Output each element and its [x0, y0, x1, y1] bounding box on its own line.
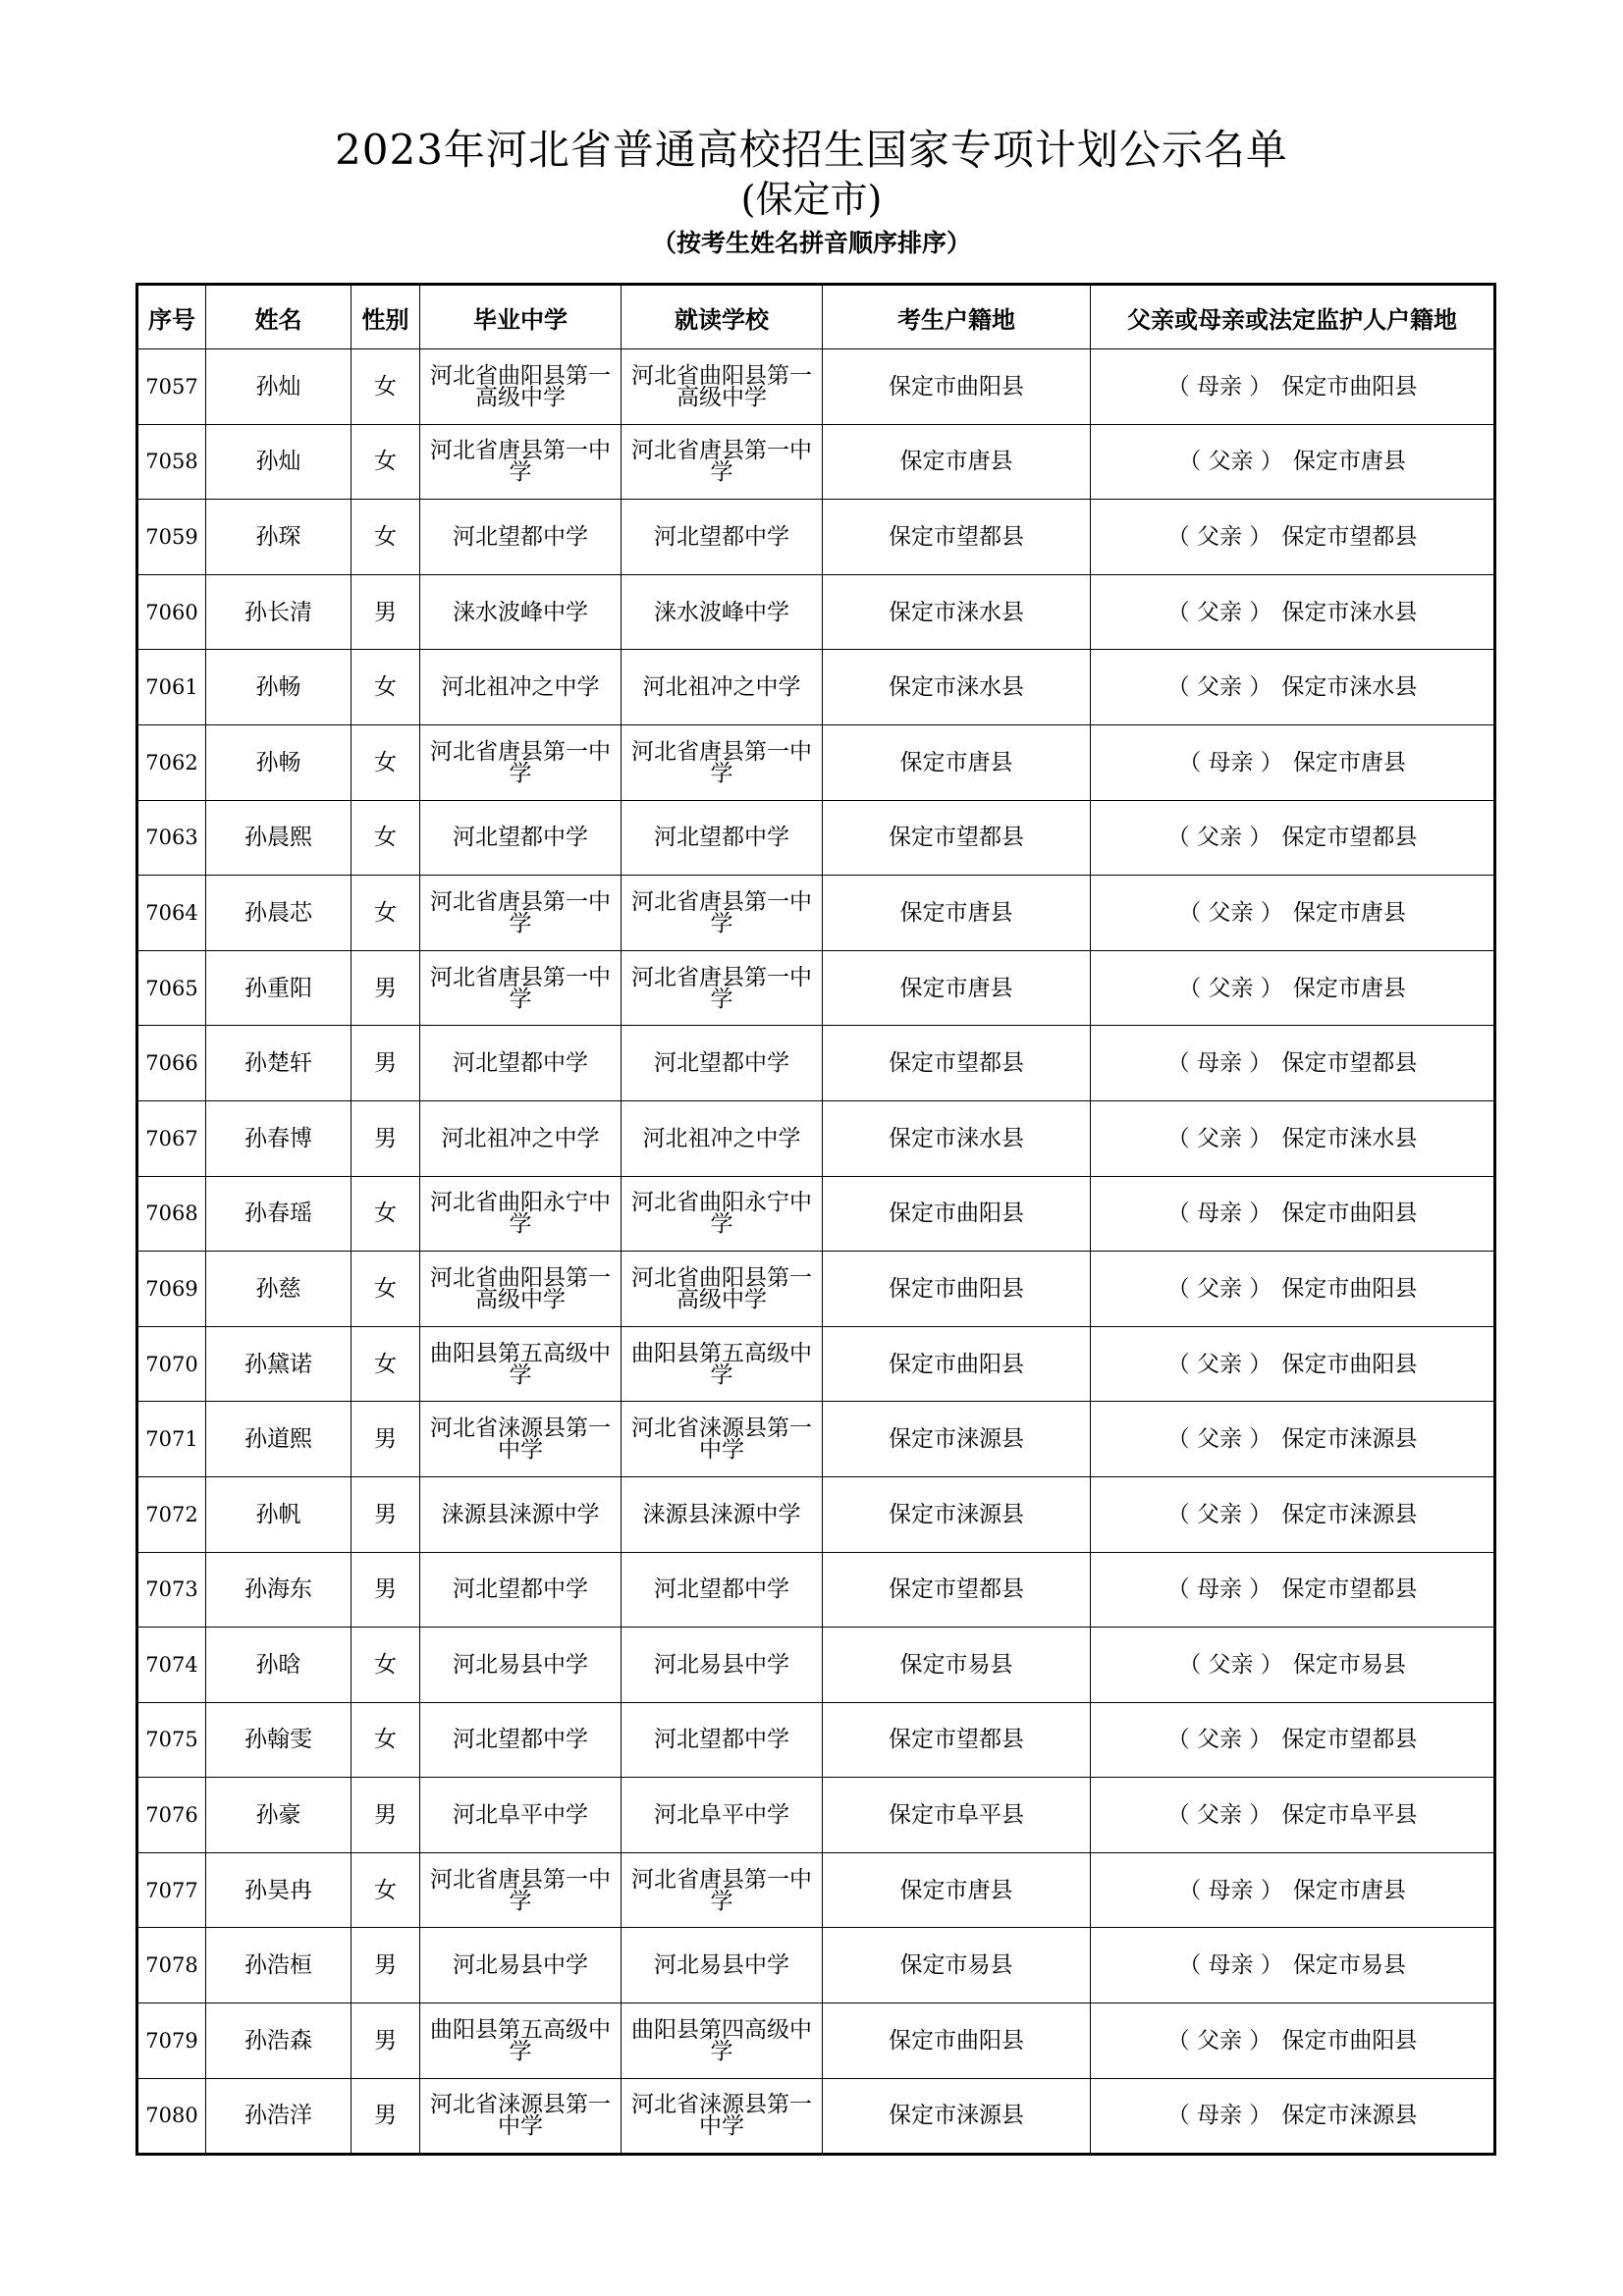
guardian-relation: （ 父亲 ） — [1178, 899, 1283, 926]
guardian-place: 保定市曲阳县 — [1281, 2027, 1418, 2054]
cell-hukou: 保定市唐县 — [823, 876, 1091, 951]
guardian-place: 保定市涞源县 — [1281, 2103, 1418, 2129]
cell-gender: 男 — [352, 1552, 420, 1628]
cell-guardian-hukou — [1091, 1176, 1495, 1252]
roster-body — [137, 349, 1495, 2155]
page-title: 2023年河北省普通高校招生国家专项计划公示名单 — [335, 126, 1288, 174]
cell-grad-school: 河北阜平中学 — [420, 1778, 622, 1853]
cell-gender: 女 — [352, 1326, 420, 1402]
guardian-place: 保定市望都县 — [1281, 1727, 1418, 1753]
cell-gender: 女 — [352, 724, 420, 800]
cell-gender: 女 — [352, 876, 420, 951]
cell-current-school: 河北省涞源县第一中学 — [622, 1402, 823, 1477]
cell-grad-school: 河北省曲阳永宁中学 — [420, 1176, 622, 1252]
cell-name: 孙翰雯 — [206, 1702, 352, 1778]
cell-hukou: 保定市望都县 — [823, 800, 1091, 876]
cell-seq: 7065 — [137, 950, 206, 1026]
column-header-hukou: 考生户籍地 — [823, 285, 1091, 349]
cell-current-school: 河北省曲阳永宁中学 — [622, 1176, 823, 1252]
table-row — [137, 1026, 1495, 1101]
cell-hukou: 保定市曲阳县 — [823, 1176, 1091, 1252]
cell-guardian-hukou — [1091, 1552, 1495, 1628]
cell-current-school: 曲阳县第五高级中学 — [622, 1326, 823, 1402]
column-header-seq: 序号 — [137, 285, 206, 349]
guardian-relation: （ 母亲 ） — [1178, 1877, 1283, 1903]
cell-guardian-hukou — [1091, 1326, 1495, 1402]
cell-gender: 女 — [352, 424, 420, 500]
page-subtitle: (保定市) — [740, 178, 883, 221]
guardian-relation: （ 父亲 ） — [1166, 1275, 1272, 1302]
cell-current-school: 河北省唐县第一中学 — [622, 950, 823, 1026]
table-row — [137, 349, 1495, 425]
guardian-relation: （ 母亲 ） — [1166, 1201, 1272, 1227]
cell-grad-school: 河北望都中学 — [420, 1702, 622, 1778]
cell-guardian-hukou — [1091, 424, 1495, 500]
guardian-relation: （ 父亲 ） — [1178, 449, 1283, 475]
cell-hukou: 保定市易县 — [823, 1928, 1091, 2003]
cell-guardian-hukou — [1091, 650, 1495, 725]
table-row — [137, 1100, 1495, 1176]
cell-guardian-hukou — [1091, 1928, 1495, 2003]
cell-current-school: 河北省曲阳县第一高级中学 — [622, 349, 823, 425]
guardian-place: 保定市阜平县 — [1281, 1802, 1418, 1829]
cell-name: 孙春博 — [206, 1100, 352, 1176]
cell-name: 孙重阳 — [206, 950, 352, 1026]
cell-grad-school: 河北省曲阳县第一高级中学 — [420, 1252, 622, 1327]
cell-hukou: 保定市涞源县 — [823, 1476, 1091, 1552]
table-row — [137, 800, 1495, 876]
cell-hukou: 保定市唐县 — [823, 1852, 1091, 1928]
cell-grad-school: 河北省曲阳县第一高级中学 — [420, 349, 622, 425]
cell-grad-school: 河北望都中学 — [420, 1026, 622, 1101]
table-row — [137, 950, 1495, 1026]
cell-guardian-hukou — [1091, 1628, 1495, 1703]
table-row — [137, 1928, 1495, 2003]
cell-guardian-hukou — [1091, 1702, 1495, 1778]
cell-grad-school: 河北望都中学 — [420, 1552, 622, 1628]
cell-hukou: 保定市阜平县 — [823, 1778, 1091, 1853]
guardian-place: 保定市望都县 — [1281, 825, 1418, 851]
guardian-relation: （ 父亲 ） — [1166, 1802, 1272, 1829]
cell-hukou: 保定市曲阳县 — [823, 2003, 1091, 2079]
cell-guardian-hukou — [1091, 876, 1495, 951]
cell-gender: 女 — [352, 1628, 420, 1703]
guardian-place: 保定市涞水县 — [1281, 1125, 1418, 1151]
cell-grad-school: 河北省唐县第一中学 — [420, 724, 622, 800]
table-row — [137, 1326, 1495, 1402]
cell-grad-school: 曲阳县第五高级中学 — [420, 1326, 622, 1402]
cell-grad-school: 河北望都中学 — [420, 500, 622, 575]
table-row — [137, 2078, 1495, 2155]
guardian-relation: （ 父亲 ） — [1166, 1351, 1272, 1377]
cell-current-school: 河北省唐县第一中学 — [622, 1852, 823, 1928]
cell-hukou: 保定市望都县 — [823, 1026, 1091, 1101]
cell-grad-school: 河北省唐县第一中学 — [420, 1852, 622, 1928]
table-row — [137, 1552, 1495, 1628]
cell-gender: 男 — [352, 1402, 420, 1477]
cell-guardian-hukou — [1091, 2078, 1495, 2155]
cell-seq: 7077 — [137, 1852, 206, 1928]
cell-name: 孙浩森 — [206, 2003, 352, 2079]
cell-name: 孙浩洋 — [206, 2078, 352, 2155]
cell-gender: 女 — [352, 650, 420, 725]
cell-guardian-hukou — [1091, 349, 1495, 425]
cell-hukou: 保定市曲阳县 — [823, 349, 1091, 425]
cell-name: 孙畅 — [206, 650, 352, 725]
guardian-relation: （ 父亲 ） — [1166, 674, 1272, 701]
cell-guardian-hukou — [1091, 724, 1495, 800]
cell-hukou: 保定市望都县 — [823, 500, 1091, 575]
table-row — [137, 876, 1495, 951]
cell-seq: 7080 — [137, 2078, 206, 2155]
cell-name: 孙晨熙 — [206, 800, 352, 876]
cell-gender: 男 — [352, 1778, 420, 1853]
cell-seq: 7057 — [137, 349, 206, 425]
cell-guardian-hukou — [1091, 1852, 1495, 1928]
cell-gender: 男 — [352, 574, 420, 650]
table-row — [137, 650, 1495, 725]
cell-seq: 7067 — [137, 1100, 206, 1176]
guardian-relation: （ 母亲 ） — [1178, 749, 1283, 775]
guardian-relation: （ 父亲 ） — [1166, 1727, 1272, 1753]
cell-grad-school: 河北省唐县第一中学 — [420, 876, 622, 951]
roster-table — [135, 283, 1496, 2156]
cell-grad-school: 河北省涞源县第一中学 — [420, 1402, 622, 1477]
guardian-place: 保定市唐县 — [1292, 1877, 1406, 1903]
guardian-place: 保定市涞水县 — [1281, 599, 1418, 625]
cell-hukou: 保定市曲阳县 — [823, 1252, 1091, 1327]
guardian-relation: （ 父亲 ） — [1166, 1125, 1272, 1151]
guardian-place: 保定市唐县 — [1292, 975, 1406, 1001]
cell-grad-school: 河北祖冲之中学 — [420, 650, 622, 725]
guardian-place: 保定市曲阳县 — [1281, 373, 1418, 400]
cell-seq: 7070 — [137, 1326, 206, 1402]
cell-guardian-hukou — [1091, 1476, 1495, 1552]
cell-gender: 男 — [352, 1928, 420, 2003]
cell-guardian-hukou — [1091, 1402, 1495, 1477]
table-row — [137, 1402, 1495, 1477]
cell-grad-school: 河北省唐县第一中学 — [420, 950, 622, 1026]
guardian-relation: （ 母亲 ） — [1166, 1050, 1272, 1077]
column-header-gender: 性别 — [352, 285, 420, 349]
cell-name: 孙道熙 — [206, 1402, 352, 1477]
table-row — [137, 1476, 1495, 1552]
cell-current-school: 河北望都中学 — [622, 1702, 823, 1778]
cell-grad-school: 河北易县中学 — [420, 1928, 622, 2003]
cell-seq: 7072 — [137, 1476, 206, 1552]
cell-current-school: 河北易县中学 — [622, 1628, 823, 1703]
cell-seq: 7076 — [137, 1778, 206, 1853]
guardian-relation: （ 母亲 ） — [1178, 1952, 1283, 1979]
table-row — [137, 1852, 1495, 1928]
sort-note: （按考生姓名拼音顺序排序） — [651, 229, 971, 257]
cell-name: 孙灿 — [206, 349, 352, 425]
guardian-place: 保定市唐县 — [1292, 899, 1406, 926]
cell-guardian-hukou — [1091, 1252, 1495, 1327]
cell-name: 孙豪 — [206, 1778, 352, 1853]
guardian-place: 保定市唐县 — [1292, 749, 1406, 775]
cell-gender: 女 — [352, 1176, 420, 1252]
table-row — [137, 424, 1495, 500]
cell-gender: 男 — [352, 950, 420, 1026]
guardian-place: 保定市唐县 — [1292, 449, 1406, 475]
cell-name: 孙帆 — [206, 1476, 352, 1552]
cell-current-school: 河北祖冲之中学 — [622, 1100, 823, 1176]
cell-name: 孙畅 — [206, 724, 352, 800]
cell-seq: 7059 — [137, 500, 206, 575]
guardian-place: 保定市望都县 — [1281, 1050, 1418, 1077]
guardian-relation: （ 父亲 ） — [1166, 599, 1272, 625]
cell-hukou: 保定市唐县 — [823, 950, 1091, 1026]
guardian-relation: （ 母亲 ） — [1166, 1576, 1272, 1603]
cell-guardian-hukou — [1091, 2003, 1495, 2079]
cell-gender: 男 — [352, 2078, 420, 2155]
guardian-place: 保定市望都县 — [1281, 1576, 1418, 1603]
cell-hukou: 保定市涞源县 — [823, 1402, 1091, 1477]
cell-grad-school: 曲阳县第五高级中学 — [420, 2003, 622, 2079]
cell-gender: 男 — [352, 1100, 420, 1176]
cell-current-school: 河北省曲阳县第一高级中学 — [622, 1252, 823, 1327]
cell-seq: 7060 — [137, 574, 206, 650]
cell-name: 孙晗 — [206, 1628, 352, 1703]
cell-name: 孙灿 — [206, 424, 352, 500]
guardian-relation: （ 母亲 ） — [1166, 373, 1272, 400]
cell-name: 孙昊冉 — [206, 1852, 352, 1928]
cell-grad-school: 河北望都中学 — [420, 800, 622, 876]
cell-current-school: 河北望都中学 — [622, 1026, 823, 1101]
cell-current-school: 河北阜平中学 — [622, 1778, 823, 1853]
cell-hukou: 保定市涞水县 — [823, 574, 1091, 650]
table-row — [137, 724, 1495, 800]
cell-current-school: 河北省唐县第一中学 — [622, 424, 823, 500]
table-row — [137, 1252, 1495, 1327]
cell-hukou: 保定市望都县 — [823, 1702, 1091, 1778]
cell-guardian-hukou — [1091, 1100, 1495, 1176]
cell-grad-school: 河北易县中学 — [420, 1628, 622, 1703]
cell-name: 孙黛诺 — [206, 1326, 352, 1402]
cell-current-school: 河北省唐县第一中学 — [622, 724, 823, 800]
column-header-grad-school: 毕业中学 — [420, 285, 622, 349]
cell-seq: 7075 — [137, 1702, 206, 1778]
cell-seq: 7078 — [137, 1928, 206, 2003]
cell-guardian-hukou — [1091, 500, 1495, 575]
cell-name: 孙海东 — [206, 1552, 352, 1628]
cell-gender: 男 — [352, 2003, 420, 2079]
header-row — [137, 285, 1495, 349]
cell-seq: 7073 — [137, 1552, 206, 1628]
cell-hukou: 保定市涞水县 — [823, 1100, 1091, 1176]
cell-gender: 女 — [352, 500, 420, 575]
cell-seq: 7069 — [137, 1252, 206, 1327]
column-header-current-school: 就读学校 — [622, 285, 823, 349]
guardian-place: 保定市易县 — [1292, 1651, 1406, 1678]
cell-seq: 7062 — [137, 724, 206, 800]
table-row — [137, 2003, 1495, 2079]
cell-name: 孙春瑶 — [206, 1176, 352, 1252]
cell-hukou: 保定市唐县 — [823, 724, 1091, 800]
cell-guardian-hukou — [1091, 800, 1495, 876]
guardian-place: 保定市曲阳县 — [1281, 1351, 1418, 1377]
cell-seq: 7063 — [137, 800, 206, 876]
column-header-name: 姓名 — [206, 285, 352, 349]
cell-grad-school: 涞源县涞源中学 — [420, 1476, 622, 1552]
cell-seq: 7058 — [137, 424, 206, 500]
table-row — [137, 574, 1495, 650]
column-header-guardian-hukou: 父亲或母亲或法定监护人户籍地 — [1091, 285, 1495, 349]
cell-grad-school: 河北祖冲之中学 — [420, 1100, 622, 1176]
cell-gender: 女 — [352, 800, 420, 876]
table-row — [137, 1628, 1495, 1703]
guardian-relation: （ 父亲 ） — [1166, 2027, 1272, 2054]
guardian-relation: （ 父亲 ） — [1178, 1651, 1283, 1678]
cell-current-school: 涞水波峰中学 — [622, 574, 823, 650]
cell-gender: 女 — [352, 1852, 420, 1928]
cell-hukou: 保定市涞水县 — [823, 650, 1091, 725]
cell-seq: 7071 — [137, 1402, 206, 1477]
table-row — [137, 1176, 1495, 1252]
guardian-relation: （ 父亲 ） — [1166, 825, 1272, 851]
guardian-place: 保定市涞水县 — [1281, 674, 1418, 701]
cell-name: 孙楚轩 — [206, 1026, 352, 1101]
cell-hukou: 保定市易县 — [823, 1628, 1091, 1703]
cell-current-school: 河北望都中学 — [622, 800, 823, 876]
guardian-relation: （ 父亲 ） — [1178, 975, 1283, 1001]
cell-name: 孙浩桓 — [206, 1928, 352, 2003]
guardian-relation: （ 父亲 ） — [1166, 523, 1272, 550]
cell-name: 孙晨芯 — [206, 876, 352, 951]
cell-guardian-hukou — [1091, 1778, 1495, 1853]
cell-name: 孙长清 — [206, 574, 352, 650]
guardian-relation: （ 母亲 ） — [1166, 2103, 1272, 2129]
cell-gender: 女 — [352, 349, 420, 425]
cell-current-school: 河北望都中学 — [622, 500, 823, 575]
cell-current-school: 河北省唐县第一中学 — [622, 876, 823, 951]
cell-gender: 女 — [352, 1252, 420, 1327]
cell-current-school: 河北易县中学 — [622, 1928, 823, 2003]
cell-seq: 7064 — [137, 876, 206, 951]
guardian-place: 保定市涞源县 — [1281, 1501, 1418, 1527]
guardian-place: 保定市曲阳县 — [1281, 1275, 1418, 1302]
table-row — [137, 1702, 1495, 1778]
cell-grad-school: 河北省涞源县第一中学 — [420, 2078, 622, 2155]
cell-gender: 男 — [352, 1476, 420, 1552]
guardian-relation: （ 父亲 ） — [1166, 1426, 1272, 1453]
cell-guardian-hukou — [1091, 1026, 1495, 1101]
cell-seq: 7061 — [137, 650, 206, 725]
cell-seq: 7066 — [137, 1026, 206, 1101]
cell-seq: 7068 — [137, 1176, 206, 1252]
guardian-place: 保定市涞源县 — [1281, 1426, 1418, 1453]
cell-current-school: 曲阳县第四高级中学 — [622, 2003, 823, 2079]
cell-hukou: 保定市涞源县 — [823, 2078, 1091, 2155]
cell-hukou: 保定市唐县 — [823, 424, 1091, 500]
cell-guardian-hukou — [1091, 574, 1495, 650]
guardian-place: 保定市望都县 — [1281, 523, 1418, 550]
cell-seq: 7079 — [137, 2003, 206, 2079]
cell-hukou: 保定市望都县 — [823, 1552, 1091, 1628]
cell-gender: 男 — [352, 1026, 420, 1101]
guardian-place: 保定市曲阳县 — [1281, 1201, 1418, 1227]
cell-current-school: 河北望都中学 — [622, 1552, 823, 1628]
cell-guardian-hukou — [1091, 950, 1495, 1026]
guardian-relation: （ 父亲 ） — [1166, 1501, 1272, 1527]
cell-gender: 女 — [352, 1702, 420, 1778]
table-row — [137, 1778, 1495, 1853]
cell-current-school: 河北祖冲之中学 — [622, 650, 823, 725]
cell-grad-school: 河北省唐县第一中学 — [420, 424, 622, 500]
guardian-place: 保定市易县 — [1292, 1952, 1406, 1979]
cell-seq: 7074 — [137, 1628, 206, 1703]
cell-hukou: 保定市曲阳县 — [823, 1326, 1091, 1402]
cell-current-school: 河北省涞源县第一中学 — [622, 2078, 823, 2155]
table-row — [137, 500, 1495, 575]
cell-name: 孙琛 — [206, 500, 352, 575]
cell-name: 孙慈 — [206, 1252, 352, 1327]
cell-current-school: 涞源县涞源中学 — [622, 1476, 823, 1552]
cell-grad-school: 涞水波峰中学 — [420, 574, 622, 650]
